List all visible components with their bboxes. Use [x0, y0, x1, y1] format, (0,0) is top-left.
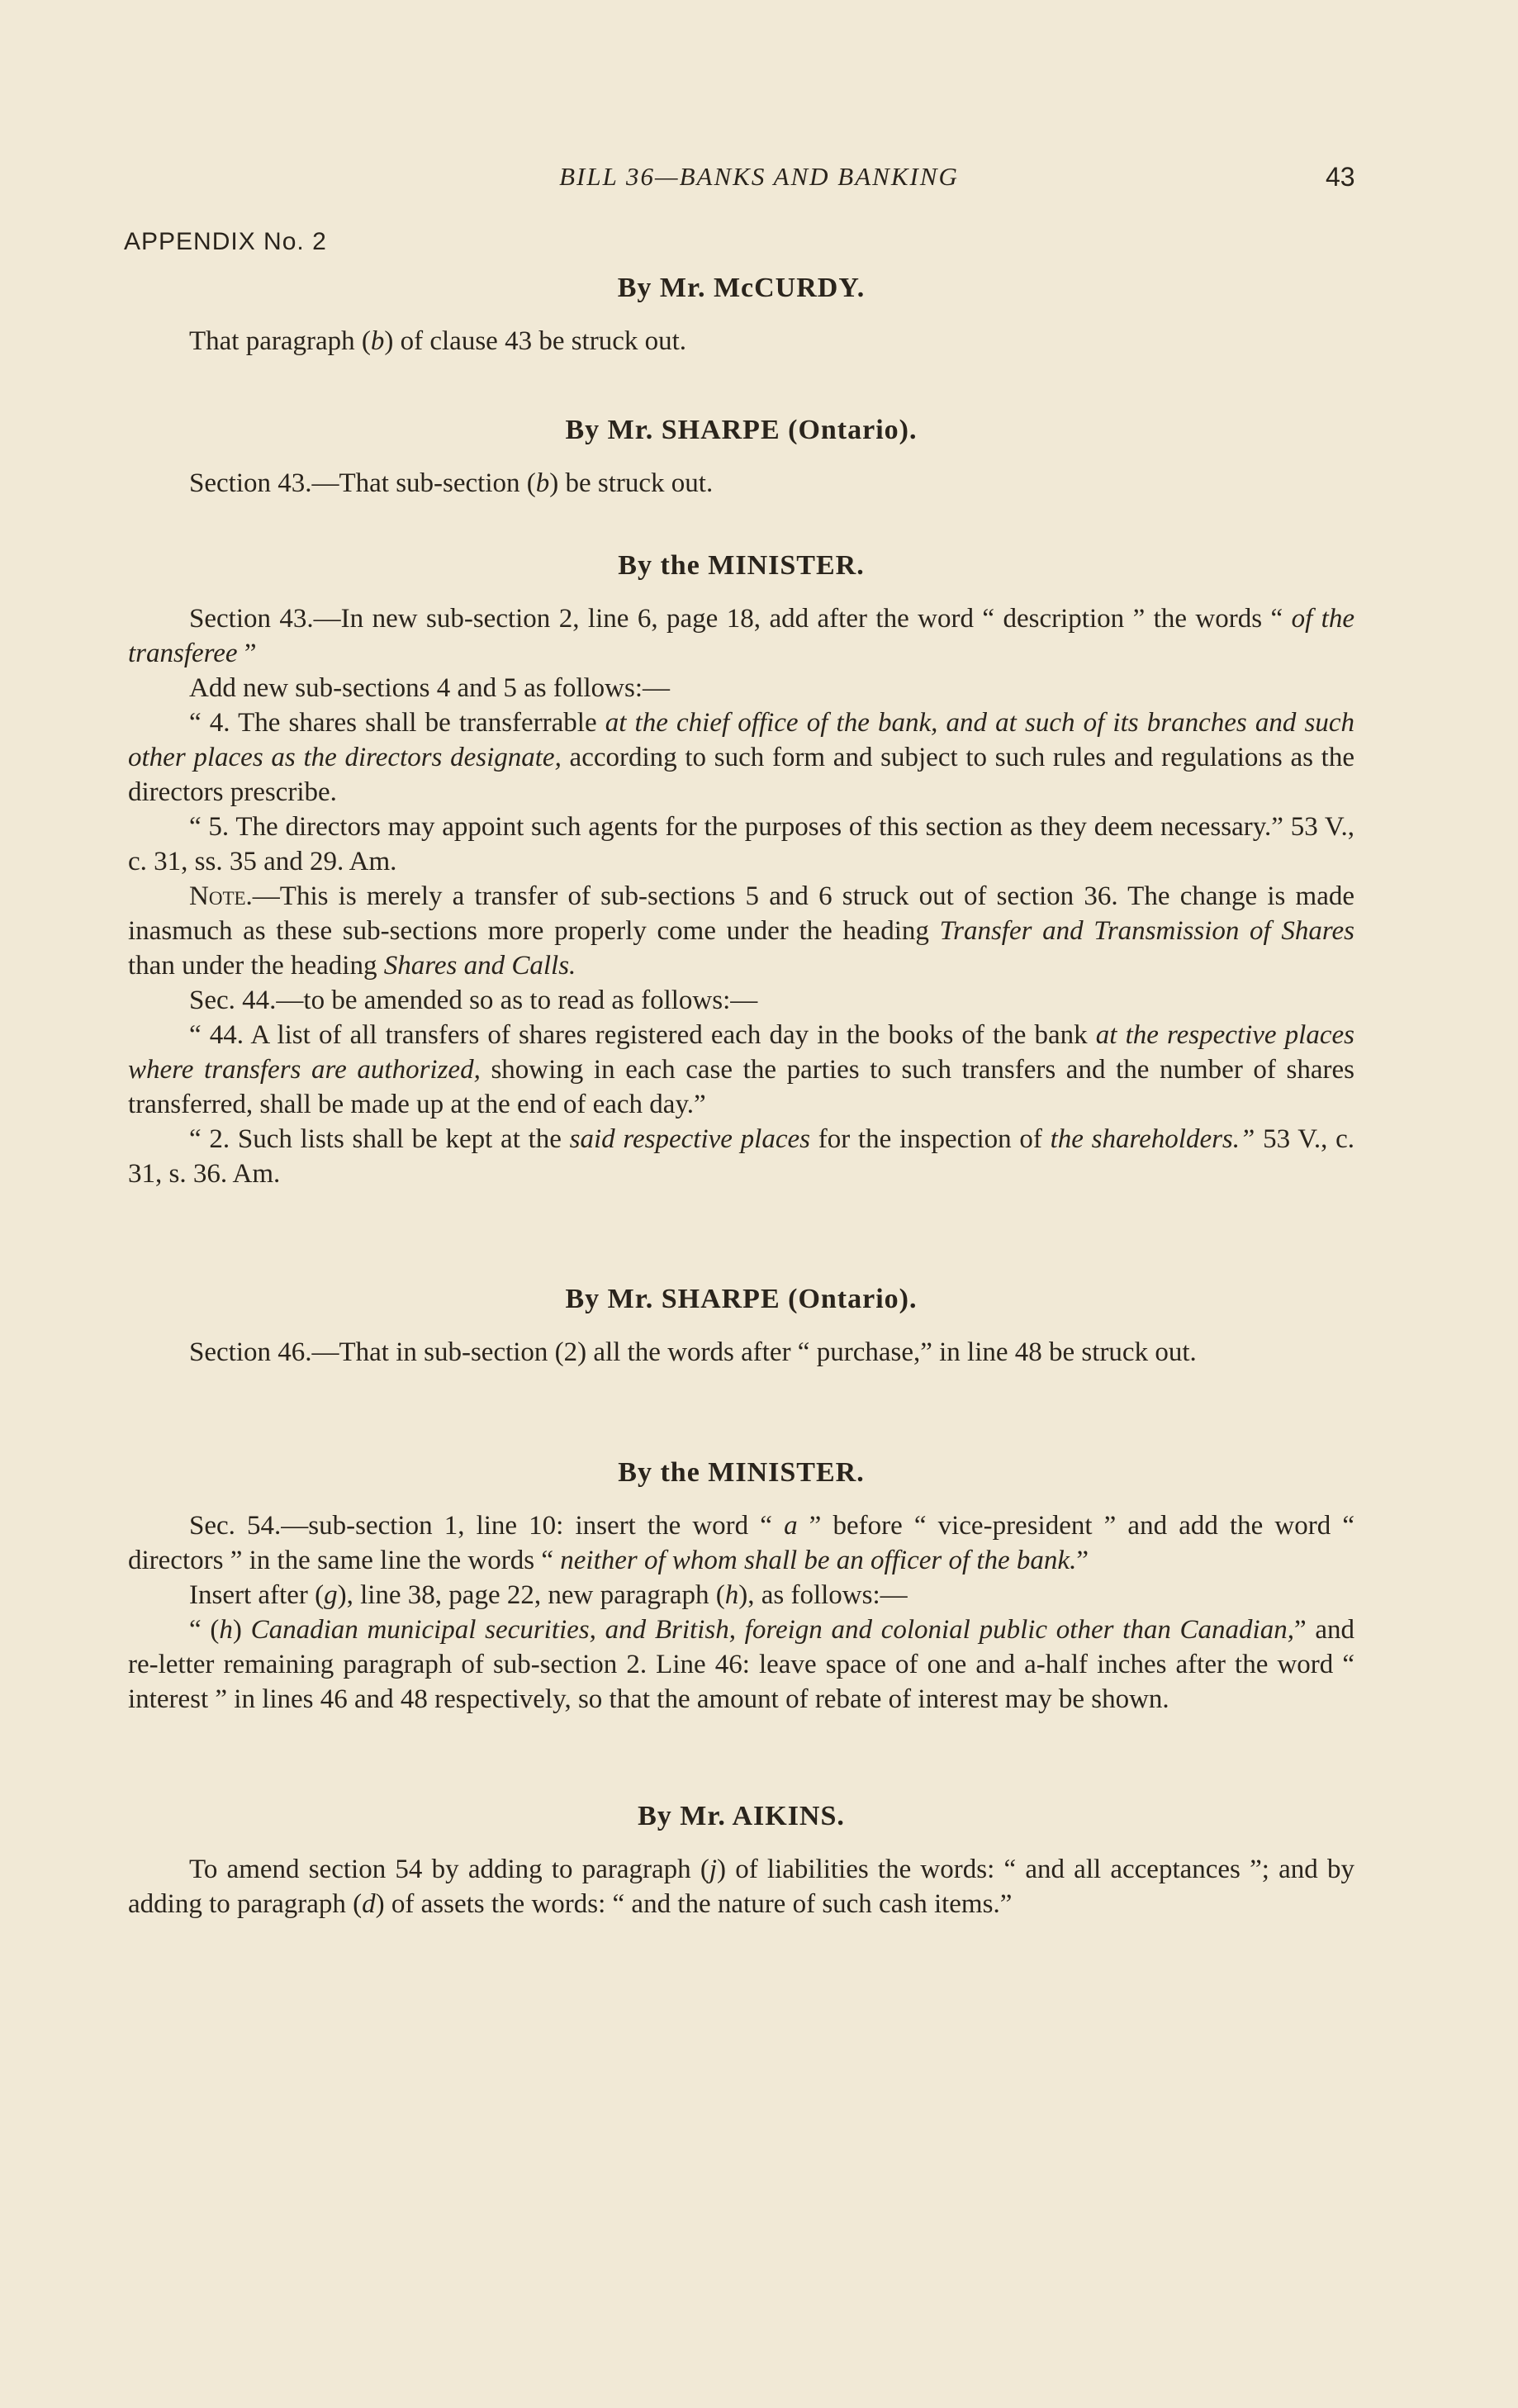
amendment-paragraph: Sec. 54.—sub-section 1, line 10: insert the word “ a ” before “ vice-president ” and add the word “ directors ” in the same line the words “ neither of whom shall be an officer of the bank.”	[128, 1511, 1354, 1575]
running-title: BILL 36—BANKS AND BANKING	[559, 162, 959, 191]
section-heading-sharpe: By Mr. SHARPE (Ontario).	[565, 1284, 918, 1314]
section-heading-mccurdy: By Mr. McCURDY.	[617, 273, 866, 303]
amendment-paragraph: Sec. 44.—to be amended so as to read as follows:—	[189, 986, 758, 1015]
amendment-paragraph: To amend section 54 by adding to paragraph (j) of liabilities the words: “ and all acceptances ”; and by adding to paragraph (d) of assets the words: “ and the nature of such cash items.”	[128, 1855, 1354, 1919]
amendment-paragraph: Section 43.—In new sub-section 2, line 6, page 18, add after the word “ description ” the words “ of the transferee ”	[128, 604, 1354, 668]
section-heading-minister: By the MINISTER.	[618, 550, 865, 581]
amendment-paragraph: Section 46.—That in sub-section (2) all the words after “ purchase,” in line 48 be struck out.	[189, 1337, 1197, 1367]
amendment-paragraph: “ 44. A list of all transfers of shares registered each day in the books of the bank at the respective places where transfers are authorized, showing in each case the parties to such transfers and the number of shares transferred, shall be made up at the end of each day.”	[128, 1020, 1354, 1119]
amendment-paragraph: Insert after (g), line 38, page 22, new paragraph (h), as follows:—	[189, 1580, 908, 1610]
amendment-paragraph: Section 43.—That sub-section (b) be struck out.	[189, 468, 714, 498]
amendment-paragraph: That paragraph (b) of clause 43 be struck out.	[189, 326, 687, 356]
amendment-paragraph: “ (h) Canadian municipal securities, and British, foreign and colonial public other than Canadian,” and re-letter remaining paragraph of sub-section 2. Line 46: leave space of one and a-half inches after the word “ interest ” in lines 46 and 48 respectively, so that the amount of rebate of interest may be shown.	[128, 1615, 1354, 1714]
page-number: 43	[1326, 162, 1355, 192]
running-head	[0, 162, 1518, 202]
section-heading-minister: By the MINISTER.	[618, 1457, 865, 1488]
amendment-paragraph: Add new sub-sections 4 and 5 as follows:—	[189, 673, 671, 703]
amendment-paragraph: “ 5. The directors may appoint such agents for the purposes of this section as they deem necessary.” 53 V., c. 31, ss. 35 and 29. Am.	[128, 812, 1354, 876]
amendment-paragraph: “ 2. Such lists shall be kept at the said respective places for the inspection of the shareholders.” 53 V., c. 31, s. 36. Am.	[128, 1124, 1354, 1189]
section-heading-aikins: By Mr. AIKINS.	[638, 1801, 845, 1831]
amendment-paragraph: “ 4. The shares shall be transferrable at the chief office of the bank, and at such of its branches and such other places as the directors designate, according to such form and subject to such rules and regulations as the directors prescribe.	[128, 708, 1354, 807]
appendix-label: APPENDIX No. 2	[124, 228, 327, 255]
section-heading-sharpe: By Mr. SHARPE (Ontario).	[565, 415, 918, 445]
note-paragraph: Note.—This is merely a transfer of sub-sections 5 and 6 struck out of section 36. The change is made inasmuch as these sub-sections more properly come under the heading Transfer and Transmission of Shares than under the heading Shares and Calls.	[128, 881, 1354, 981]
page-body	[128, 271, 1354, 1921]
